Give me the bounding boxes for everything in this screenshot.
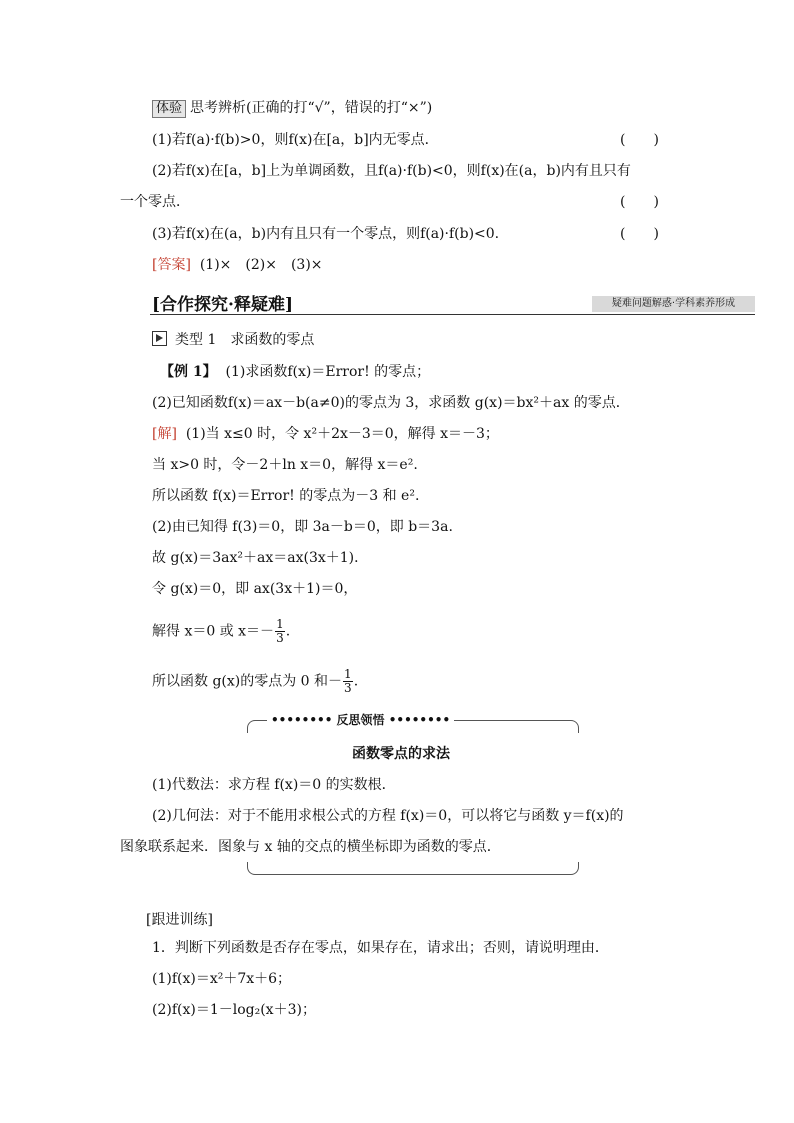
tiyan-item-1: (1)若f(a)·f(b)>0，则f(x)在[a，b]内无零点． xyxy=(152,132,439,148)
section-rule xyxy=(150,314,755,315)
tiyan-paren-2[interactable]: ( ) xyxy=(620,194,659,210)
tiyan-paren-3[interactable]: ( ) xyxy=(620,226,659,242)
solution-s4: (2)由已知得 f(3)＝0，即 3a－b＝0，即 b＝3a. xyxy=(152,519,453,535)
reflect-box-bottom xyxy=(247,862,579,875)
solution-s1-text: (1)当 x≤0 时，令 x²＋2x－3＝0，解得 x＝－3； xyxy=(185,426,499,442)
type1-heading xyxy=(152,330,314,350)
tiyan-item-2: (2)若f(x)在[a，b]上为单调函数，且f(a)·f(b)<0，则f(x)在(a，b)内有且只有 xyxy=(152,163,631,179)
solution-s2: 当 x>0 时，令－2＋ln x＝0，解得 x＝e². xyxy=(152,457,418,473)
fraction-one-third: $\frac{1}{3}$ xyxy=(276,617,284,645)
example-label: 【例 1】 xyxy=(160,364,217,380)
answer-text: (1)× (2)× (3)× xyxy=(199,257,323,273)
solution-s6: 令 g(x)＝0，即 ax(3x＋1)＝0， xyxy=(152,581,358,597)
practice-question: 1．判断下列函数是否存在零点，如果存在，请求出；否则，请说明理由． xyxy=(152,940,609,956)
type1-label: 类型 1 求函数的零点 xyxy=(175,332,315,348)
tiyan-tag: 体验 xyxy=(152,100,186,118)
solution-s1 xyxy=(152,424,499,444)
answer-line xyxy=(152,255,323,275)
practice-label: [跟进训练] xyxy=(146,912,213,928)
tiyan-item-2-cont: 一个零点． xyxy=(120,194,190,210)
reflect-label: •••••••• 反思领悟 •••••••• xyxy=(267,711,454,729)
solution-label: [解] xyxy=(152,426,177,442)
practice-item-2: (2)f(x)＝1－log₂(x＋3)； xyxy=(152,1002,316,1018)
reflect-p2: (2)几何法：对于不能用求根公式的方程 f(x)＝0，可以将它与函数 y＝f(x)的 xyxy=(152,808,624,824)
reflect-title: 函数零点的求法 xyxy=(352,746,450,762)
solution-s7-text: 解得 x＝0 或 x＝－ xyxy=(152,623,275,640)
solution-s3: 所以函数 f(x)＝Error! 的零点为－3 和 e². xyxy=(152,488,420,504)
fraction-one-third-2: $\frac{1}{3}$ xyxy=(344,667,352,695)
tiyan-heading xyxy=(152,98,432,118)
reflect-p1: (1)代数法：求方程 f(x)＝0 的实数根． xyxy=(152,777,396,793)
solution-s5: 故 g(x)＝3ax²＋ax＝ax(3x＋1)． xyxy=(152,550,369,566)
example-q1 xyxy=(160,362,430,382)
example-q2: (2)已知函数f(x)＝ax－b(a≠0)的零点为 3，求函数 g(x)＝bx²＋ax 的零点． xyxy=(152,395,630,411)
section-title: [合作探究·释疑难] xyxy=(152,295,294,315)
section-right-banner: 疑难问题解惑·学科素养形成 xyxy=(592,296,755,312)
tiyan-item-3: (3)若f(x)在(a，b)内有且只有一个零点，则f(a)·f(b)<0. xyxy=(152,226,500,242)
reflect-p3: 图象联系起来．图象与 x 轴的交点的横坐标即为函数的零点． xyxy=(120,839,501,855)
solution-s8-text: 所以函数 g(x)的零点为 0 和－ xyxy=(152,673,343,690)
answer-label: [答案] xyxy=(152,257,191,273)
practice-item-1: (1)f(x)＝x²＋7x＋6； xyxy=(152,971,292,987)
play-triangle-icon xyxy=(152,331,167,346)
example-q1-text: (1)求函数f(x)＝Error! 的零点； xyxy=(225,364,431,380)
tiyan-paren-1[interactable]: ( ) xyxy=(620,132,659,148)
tiyan-title: 思考辨析(正确的打“√”，错误的打“×”) xyxy=(190,100,433,116)
solution-s8: 所以函数 g(x)的零点为 0 和－ $\frac{1}{3}$ . xyxy=(152,667,359,695)
solution-s7: 解得 x＝0 或 x＝－ $\frac{1}{3}$ . xyxy=(152,617,291,645)
